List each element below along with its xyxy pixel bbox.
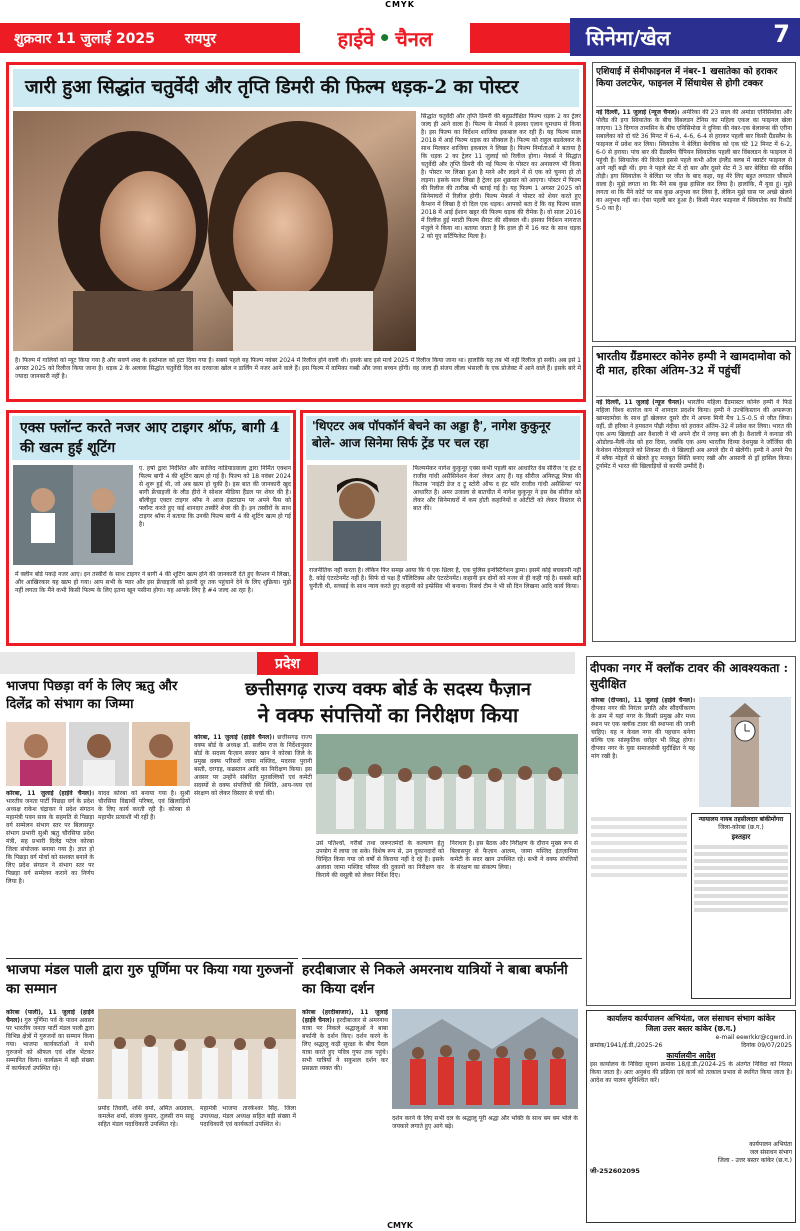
tiger-body: ए. हर्षा द्वारा निर्देशित और साजिद नाडियाडवाला द्वारा निर्मित एक्शन फिल्म बागी 4 की शूटिंग खत्म हो गई है। फिल्म को 18 नवंबर 2024 से शुरू हुई थी, जो अब खत्म हो चुकी है। इस बात की जानकारी खुद बागी फ्रेंचाइजी के लीड हीरो ने सोशल मीडिया हैंडल पर शेयर की है। बॉलीवुड एक्टर टाइगर श्रॉफ ने आज इंस्टाग्राम पर अपने फैंस को फ्लॉन्ट करते हुए कई शानदार तस्वीरें शेयर की हैं। इन तस्वीरों के साथ टाइगर श्रॉफ ने बताया कि उनकी फिल्म बागी 4 की शूटिंग खत्म हो गई है। (139, 465, 291, 528)
lead-footer-text: है। फिल्म में गालियों को म्यूट किया गया है और सवर्ण शब्द के इस्तेमाल को हटा दिया गया है। सबसे पहले यह फिल्म नवंबर 2024 में रिलीज होने वाली थी। इसके बाद इसे मार्च 2025 में रिलीज किया जाना था। हालांकि यह तब भी नहीं रिलीज हो सकी। अब इसे 1 अगस्त 2025 को रिलीज किया जाना है। धड़क 2 के अलावा सिद्धांत चतुर्वेदी दिल का दरवाजा खोल न डार्लिंग में नजर आने वाले हैं। इस फिल्म में वामिका गब्बी और जया बच्चन होंगी। वह जल्द ही संजय लीला भंसाली के एक प्रोजेक्ट में आने वाले हैं। इसके बारे में ज्यादा जानकारी नहीं है। (15, 357, 581, 380)
notice-lines (694, 845, 788, 912)
waqf-headline-1: छत्तीसगढ़ राज्य वक्फ बोर्ड के सदस्य फैज़ान (245, 679, 531, 700)
tennis-headline: एशियाई में सेमीफाइनल में नंबर-1 खसातेका को हराकर किया उलटफेर, फाइनल में सिंधाथेस से होगी टक्कर (596, 67, 778, 89)
waqf-group-photo (316, 734, 578, 834)
bjp-person-photo-2 (69, 722, 129, 786)
sign-title: कार्यपालन अभियंता (749, 1141, 792, 1148)
court-notice (691, 813, 791, 999)
lead-photo (13, 111, 416, 351)
tiger-article (6, 410, 296, 646)
lead-article (6, 62, 586, 402)
tiger-headline: एक्स फ्लॉन्ट करते नजर आए टाइगर श्रॉफ, बागी 4 की खत्म हुई शूटिंग (12, 416, 290, 460)
clock-body: दीपका नगर की निरंतर प्रगति और सौंदर्यीकरण के क्रम में यहां नगर के किसी प्रमुख और मध्य स्थान पर एक क्लॉक टावर की स्थापना की जानी चाहिए। यह न केवल नगर की पहचान बनेगा बल्कि एक सांस्कृतिक धरोहर भी सिद्ध होगा। दीपका नगर के युवा समाजसेवी सुदीक्षित ने यह मांग रखी है। (591, 705, 695, 760)
lead-body: सिद्धांत चतुर्वेदी और तृप्ति डिमरी की बहुप्रतीक्षित फिल्म धड़क 2 का ट्रेलर जल्द ही आने वाला है। फिल्म के मेकर्स ने इसका एलान धूमधाम से किया है। इस फिल्म का निर्देशन शाजिया इकबाल कर रही हैं। यह फिल्म साल 2018 में आई फिल्म धड़क का सीक्वल है। फिल्म को राहुल बडवेलकर के साथ मिलकर शाजिया इकबाल ने लिखा है। फिल्म निर्माताओं ने बताया है कि धड़क 2 का ट्रेलर 11 जुलाई को रिलीज होगा। मेकर्स ने सिद्धांत चतुर्वेदी और तृप्ति डिमरी की नई फिल्म के पोस्टर का अनावरण भी किया है। पोस्टर पर लिखा हुआ है मरने और लड़ने में से एक को चुनना हो तो लड़ना। इसके साथ लिखा है ट्रेलर इस शुक्रवार को आएगा। पोस्टर में फिल्म की रिलीज की तारीख भी बताई गई है। यह फिल्म 1 अगस्त 2025 को सिनेमाघरों में रिलीज होगी। फिल्म मेकर्स ने पोस्टर को शेयर करते हुए कैप्शन में लिखा है दो दिल एक धड़क। आपको बता दें कि यह फिल्म साल 2018 में आई ईशान खट्टर की फिल्म धड़क की रीमेक है। वो साल 2016 में रिलीज हुई मराठी फिल्म सैराट की सीक्वल थी। इसका निर्देशन नागराज मंजुले ने किया था। बताया जाता है कि हाल ही में 16 कट के साथ धड़क 2 को यूए सर्टिफिकेट मिला है। (421, 113, 581, 240)
bjp-body-2: यादव कोरबा को बनाया गया है। सुश्री चौरसिया विद्यार्थी परिषद, एवं खिलाड़ियों के लिए कार्य करती रही हैं। कोरबा से महापौर प्रत्याशी भी रहीं हैं। (98, 790, 190, 821)
amarnath-body-2: दर्शन करने के लिए सभी दल के श्रद्धालु पूरी श्रद्धा और भक्ति के साथ बम बम भोले के जयकारे लगाते हुए आगे बढ़े। (392, 1115, 578, 1130)
sports-story-tennis (592, 62, 796, 342)
amarnath-pilgrims-photo (392, 1009, 578, 1109)
waqf-headline-2: ने वक्फ संपत्तियों का निरीक्षण किया (257, 703, 519, 727)
guru-group-photo (98, 1009, 296, 1099)
notice-subtitle: जिला-कोरबा (छ.ग.) (718, 824, 764, 831)
brand-dot: • (378, 26, 392, 50)
tiger-photo (13, 465, 133, 565)
waqf-story (194, 678, 582, 954)
office-title: कार्यालय कार्यपालन अभियंता, जल संसाधन संभाग कांकेर (606, 1014, 775, 1023)
amarnath-col-1 (302, 1009, 388, 1219)
section-title: सिनेमा/खेल (586, 25, 671, 50)
section-title-bar (570, 18, 800, 56)
amarnath-photo (392, 1009, 578, 1109)
sign-org: जल संसाधन संभाग (749, 1149, 792, 1156)
chess-headline: भारतीय ग्रैंडमास्टर कोनेरु हम्पी ने खामदामोवा को दी मात, हरिका अंतिम-32 में पहुंचीं (596, 350, 791, 377)
waqf-photo-main (316, 734, 578, 834)
pradesh-label: प्रदेश (257, 652, 318, 675)
bjp-body: भारतीय जनता पार्टी पिछड़ा वर्ग के प्रदेश अध्यक्ष राकेश चंद्राकर ने प्रदेश संगठन महामंत्री पवन साय के सहमति से पिछड़ा वर्ग सम्मेलन संभाग स्तर पर बिलासपुर संभाग प्रभारी सुश्री ऋतु चौरसिया प्रदेश मंत्री, सह प्रभारी दिलेंद्र पटेल कोरबा जिला संयोजक बनाया गया है। ज्ञात हो कि पिछड़ा वर्ग मोर्चा को सशक्त बनाने के लिए प्रदेश संगठन ने संभाग स्तर पर पिछड़ा वर्ग सम्मेलन कराने का निर्णय लिया है। (6, 798, 94, 885)
office-ro-number: जी-252602095 (590, 1167, 640, 1175)
masthead (0, 18, 800, 58)
clock-photo (699, 697, 791, 807)
office-email: e-mail eewrkkr@cgwrd.in (715, 1034, 792, 1041)
guru-dateline: कोरबा (पाली), 11 जुलाई (हाईवे चैनल)। (6, 1009, 94, 1024)
office-body: इस कार्यालय के निविदा सूचना क्रमांक 18/ई.डी./2024-25 के अंतर्गत निविदा को निरस्त किया जाता है। अतः अनुबंध की प्रक्रिया एवं कार्य को तत्काल प्रभाव से स्थगित किया जाता है। आदेश का पालन सुनिश्चित करें। (590, 1061, 792, 1084)
clock-dateline: कोरबा (दीपका), 11 जुलाई (हाईवे चैनल)। (591, 697, 695, 704)
page-number: 7 (773, 20, 790, 48)
guru-body-2: प्रमोद तिवारी, शशि वर्मा, अमित अग्रवाल, कमलेश शर्मा, संजय कुमार, तुलसी राम साहू सहित मंडल पदाधिकारी उपस्थित रहे। (98, 1105, 194, 1128)
brand-logo (300, 22, 470, 54)
chess-dateline: नई दिल्ली, 11 जुलाई (न्यूज चैनल)। (596, 399, 685, 406)
office-order-ad (586, 1010, 796, 1223)
waqf-col-1 (194, 734, 312, 954)
guru-col-1 (6, 1009, 94, 1219)
office-ref-row (590, 1042, 792, 1050)
amarnath-story (302, 958, 582, 1223)
clock-headline: दीपका नगर में क्लॉक टावर की आवश्यकता : सुदीक्षित (590, 661, 789, 691)
color-registration-mark-bottom: CMYK (387, 1221, 413, 1230)
chess-body: भारतीय महिला ग्रैंडमास्टर कोनेरु हम्पी ने फिडे महिला विश्व शतरंज कप में शानदार प्रदर्शन किया। हम्पी ने उज्बेकिस्तान की अफरूजा खामदामोवा के साथ ड्रॉ खेलकर दूसरे दौर में अपना मिनी मैच 1.5-0.5 से जीत लिया। वहीं, डी हरिका ने हमवतन पौढ़ी नंदीधा को हराकर अंतिम-32 में प्रवेश कर लिया। भारत की एक अन्य खिलाड़ी आर वैशाली ने भी अपने दौर में जगह बना ली है। वैशाली ने कनाडा की ओडोल्ड-मैली-जेड को हरा दिया, जबकि एक अन्य भारतीय दिव्या देशमुख ने जॉर्जिया की केथेवन नोदेलाइजे को शिकस्त दी। ये खिलाड़ी अब अगले दौर में खेलेंगी। हम्पी ने अपने मैच में ब्लैक मोहरों से खेलते हुए मजबूत स्थिति बनाए रखी और आसानी से ड्रॉ हासिल किया। टूर्नामेंट में भारत की खिलाड़ियों से काफी उम्मीदें हैं। (596, 399, 792, 470)
bjp-text-columns (6, 790, 190, 950)
bjp-col-1 (6, 790, 94, 950)
guru-photo (98, 1009, 296, 1099)
pradesh-section-strip (0, 652, 575, 674)
issue-date: शुक्रवार 11 जुलाई 2025 (14, 30, 155, 47)
office-date: दिनांक 09/07/2025 (741, 1042, 792, 1049)
nagesh-headline: 'थिएटर अब पॉपकॉर्न बेचने का अड्डा है', नागेश कुकुनूर बोले- आज सिनेमा सिर्फ ट्रेंड पर चल रहा (306, 416, 580, 460)
nagesh-footer: राजनीतिक नहीं करता है। लेकिन फिर समझ आया कि ये एक थ्रिलर है, एक पुलिस इन्वेस्टिगेशन ड्रामा। इसमें कोई बचकानी नहीं है, कोई एंटरटेनमेंट नहीं है। सिर्फ दो पक्ष हैं पॉलिटिक्स और एंटरटेनमेंट। कहानी इन दोनों को नजर से ही कही गई है। सबसे बड़ी चुनौती थी, सच्चाई के साथ न्याय करते हुए कहानी को इम्प्रेसिव भी बनाना। रिसर्च टीम ने भी सौ दिन लिखना आदि कार्य किया। (309, 567, 581, 590)
waqf-body-3: निराधार है। इस बैठक और निरीक्षण के दौरान मुख्य रूप से बिलासपुर से फैज़ान आलम, जामा मस्जिद इंतज़ामिया कमेटी के सदर खान उपस्थित रहे। सभी ने वक्फ संपत्तियों के संरक्षण का संकल्प लिया। (450, 840, 578, 871)
guru-story (6, 958, 298, 1223)
tiger-photo-image (13, 465, 133, 565)
clock-text-block (591, 697, 695, 807)
sign-location: जिला - उत्तर बस्तर कांकेर (छ.ग.) (717, 1157, 792, 1164)
clock-tower-image (699, 697, 791, 807)
guru-body-3: महामंत्री भाजपा तारकेश्वर सिंह, जिला उपाध्यक्ष, मंडल अध्यक्ष सहित बड़ी संख्या में पदाधिकारी एवं कार्यकर्ता उपस्थित थे। (200, 1105, 296, 1128)
clock-filler-lines (591, 813, 687, 999)
bjp-photos (6, 722, 190, 786)
nagesh-body: फिल्ममेकर नागेश कुकुनूर एक्स कभी पहली बार आधारित वेब सीरीज 'द हंट द राजीव गांधी असैसिनेशन केस' लेकर आए हैं। यह सीरीज अनिरुद्ध मित्रा की किताब 'नाइंटी डेज द ट्रू स्टोरी ऑफ द हंट फॉर राजीव गांधी असैसिन्स' पर आधारित है। अमर उजाला से बातचीत में नागेश कुकुनूर ने इस वेब सीरीज को लेकर और सिनेमाघरों में कम होती कहानियों व ओटीटी को लेकर विस्तार से बात की। (413, 465, 581, 512)
office-order-heading: कार्यालयीन आदेश (666, 1051, 716, 1060)
tennis-dateline: नई दिल्ली, 11 जुलाई (न्यूज चैनल)। (596, 109, 680, 116)
amarnath-body: हरदीबाजार से अमरनाथ यात्रा पर निकले श्रद्धालुओं ने बाबा बर्फानी के दर्शन किए। दर्शन करने के लिए श्रद्धालु कड़ी सुरक्षा के बीच पैदल यात्रा करते हुए पवित्र गुफा तक पहुंचे। सभी यात्रियों ने सकुशल दर्शन कर प्रसन्नता व्यक्त की। (302, 1017, 388, 1072)
bjp-person-photo-1 (6, 722, 66, 786)
guru-headline: भाजपा मंडल पाली द्वारा गुरु पूर्णिमा पर किया गया गुरुजनों का सम्मान (6, 962, 294, 997)
couple-photo-image (13, 111, 416, 351)
nagesh-photo (307, 465, 407, 561)
issue-city: रायपुर (184, 30, 217, 47)
tiger-footer: में क्लीन बोर्ड पकड़े नजर आए। इन तस्वीरों के साथ टाइगर ने बागी 4 की शूटिंग खत्म होने की जानकारी देते हुए कैप्शन में लिखा, और आखिरकार यह खत्म हो गया। आप सभी के प्यार और इस फ्रेंचाइजी को इतनी दूर तक पहुंचाने देने के लिए शुक्रिया। मुझे नहीं लगता कि मैंने कभी किसी फिल्म के लिए इतना खून पसीना होगा। यह आपके लिए है #4 जल्द आ रहा है। (15, 571, 291, 594)
sports-story-chess (592, 346, 796, 642)
waqf-body: छत्तीसगढ़ राज्य वक्फ बोर्ड के अध्यक्ष डॉ. सलीम राज के निर्देशानुसार बोर्ड के सदस्य फैज़ान सरवर खान ने कोरबा जिले के प्रमुख वक्फ परिसरों जामा मस्जिद, मदरसा पुरानी बस्ती, दरगाह, कब्रस्तान आदि का निरीक्षण किया। इस अवसर पर उन्होंने संबंधित मुतवल्लियों एवं कमेटी सदस्यों से वक्फ संपत्तियों की स्थिति, आय-व्यय एवं संरक्षण को लेकर विस्तार से चर्चा की। (194, 734, 312, 797)
clock-tower-story (586, 656, 796, 1006)
tennis-body: अमेरिका की 23 साल की अमांडा एनिसिमोवा और पोलैंड की इगा स्वियातेक के बीच विंबलडन टेनिस का महिला एकल का फाइनल खेला जाएगा। 13 दिग्गज तामसिन के बीच एनिसिमोवा ने दुनिया की नंबर-एक बेलारूस की एरीना सबालेंका को दो घंटे 36 मिनट में 6-4, 4-6, 6-4 से हराकर पहली बार किसी ग्रैंडस्लैम के फाइनल में प्रवेश कर लिया। स्वियातेक ने बेलिंडा बेनचिक को एक घंटे 12 मिनट में 6-2, 6-0 से हराया। पांच बार की ग्रैंडस्लैम चैंपियन स्वियातेक पहली बार विंबलडन के फाइनल में पहुंची हैं। स्वियातेक की विजेता इससे पहले कभी ऑल इंग्लैंड क्लब में क्वार्टर फाइनल से आगे नहीं बढ़ी थीं। इगा ने पहले सेट में दो बार और दूसरे सेट में 3 बार बेलिंडा की सर्विस तोड़ी। इगा स्वियातेक ने बेलिंडा पर जीत के बाद कहा, यह मेरे लिए बहुत लगातार चौंकाने वाला है। मुझे लगता था कि मैंने सब कुछ हासिल कर लिया है। हालांकि, मैं युवा हूं। मुझे लगता था कि मैंने कोर्ट पर सब कुछ अनुभव कर लिया है, लेकिन मुझे घास पर अच्छे खेलने का अनुभव नहीं था। ऐसा पहली बार हुआ है। किसी मेजर फाइनल में स्वियातेक का रिकॉर्ड 5-0 का है। (596, 109, 792, 212)
bjp-story (6, 678, 190, 954)
amarnath-headline: हरदीबाजार से निकले अमरनाथ यात्रियों ने बाबा बर्फानी का किया दर्शन (302, 962, 568, 997)
bjp-dateline: कोरबा, 11 जुलाई (हाईवे चैनल)। (6, 790, 94, 797)
office-subtitle: जिला उत्तर बस्तर कांकेर (छ.ग.) (645, 1024, 737, 1033)
bjp-headline: भाजपा पिछड़ा वर्ग के लिए ऋतु और दिलेंद्र को संभाग का जिम्मा (6, 679, 178, 712)
notice-title: न्यायालय नायब तहसीलदार बांकीमोंगरा (698, 816, 784, 823)
nagesh-article (300, 410, 586, 646)
guru-body: गुरु पूर्णिमा पर्व के पावन अवसर पर भारतीय जनता पार्टी मंडल पाली द्वारा विभिन्न क्षेत्रों में गुरुजनों का सम्मान किया गया। भाजपा कार्यकर्ताओं ने सभी गुरुजनों को श्रीफल एवं शॉल भेंटकर सम्मानित किया। कार्यक्रम में बड़ी संख्या में कार्यकर्ता उपस्थित रहे। (6, 1017, 94, 1072)
chess-text-block (596, 399, 792, 639)
waqf-body-2: उसे पतिश्चों, गरीबों तथा जरूरतमंदों के कल्याण हेतु उपयोग में लाया जा सके। विशेष रूप से, उन दुकानदारों को चिन्हित किया गया जो वर्षों से किराया नहीं दे रहे हैं। इसके अलावा जामा मस्जिद परिसर की दुकानों का निरीक्षण कर किराये की वसूली को लेकर निर्देश दिए। (316, 840, 444, 879)
nagesh-photo-image (307, 465, 407, 561)
office-signature (590, 1141, 792, 1165)
tennis-text-block (596, 109, 792, 341)
lead-headline: जारी हुआ सिद्धांत चतुर्वेदी और तृप्ति डिमरी की फिल्म धड़क-2 का पोस्टर (13, 69, 579, 107)
brand-logo-part2: चैनल (395, 26, 433, 51)
amarnath-dateline: कोरबा (हरदीबाजार), 11 जुलाई (हाईवे चैनल)। (302, 1009, 388, 1024)
notice-heading: इश्तहार (731, 833, 751, 841)
waqf-dateline: कोरबा, 11 जुलाई (हाईवे चैनल)। (194, 734, 275, 741)
brand-logo-part1: हाईवे (337, 26, 375, 51)
color-registration-mark: CMYK (385, 0, 415, 9)
bjp-person-photo-3 (132, 722, 190, 786)
office-ref: क्रमांक/1941/ई.डी./2025-26 (590, 1042, 663, 1049)
